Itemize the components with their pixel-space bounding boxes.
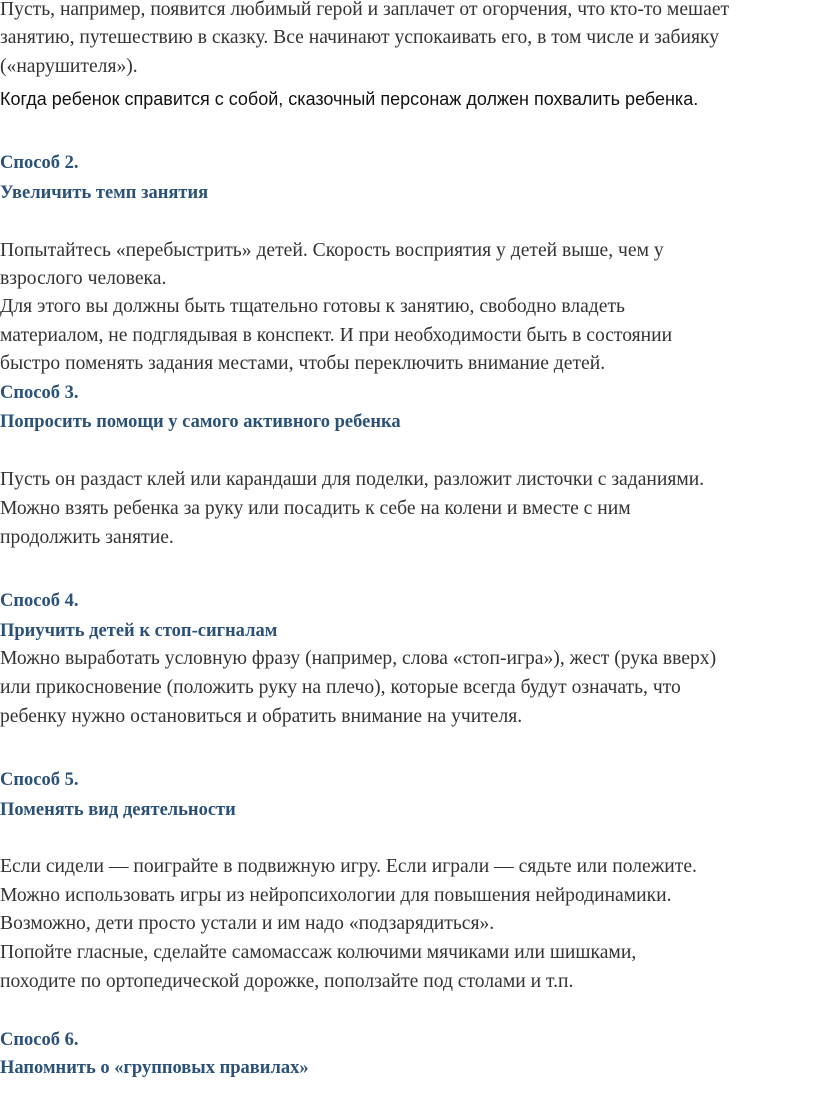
method-5-line: Попойте гласные, сделайте самомассаж колючими мячиками или шишками, <box>0 942 637 963</box>
method-2-title: Увеличить темп занятия <box>0 183 209 203</box>
method-4-line: ребенку нужно остановиться и обратить внимание на учителя. <box>0 706 523 727</box>
method-2-line: быстро поменять задания местами, чтобы переключить внимание детей. <box>0 353 606 374</box>
method-3-label: Способ 3. <box>0 383 79 403</box>
method-4-line: Можно выработать условную фразу (например, слова «стоп-игра»), жест (рука вверх) <box>0 648 717 669</box>
intro-praise: Когда ребенок справится с собой, сказочный персонаж должен похвалить ребенка. <box>0 89 699 109</box>
method-5-line: Возможно, дети просто устали и им надо «подзарядиться». <box>0 913 495 934</box>
method-5-line: Можно использовать игры из нейропсихологии для повышения нейродинамики. <box>0 885 672 906</box>
method-3-line: продолжить занятие. <box>0 527 174 548</box>
method-2-label: Способ 2. <box>0 153 79 173</box>
method-2-line: Попытайтесь «перебыстрить» детей. Скорость восприятия у детей выше, чем у <box>0 240 664 261</box>
method-4-title: Приучить детей к стоп-сигналам <box>0 621 278 641</box>
method-6-title: Напомнить о «групповых правилах» <box>0 1058 309 1078</box>
method-2-line: Для этого вы должны быть тщательно готовы к занятию, свободно владеть <box>0 296 625 317</box>
intro-line: («нарушителя»). <box>0 56 138 77</box>
method-3-line: Пусть он раздаст клей или карандаши для поделки, разложит листочки с заданиями. <box>0 469 705 490</box>
method-5-line: походите по ортопедической дорожке, поползайте под столами и т.п. <box>0 971 574 992</box>
method-2-line: взрослого человека. <box>0 268 167 289</box>
method-3-line: Можно взять ребенка за руку или посадить к себе на колени и вместе с ним <box>0 498 631 519</box>
method-3-title: Попросить помощи у самого активного ребенка <box>0 412 401 432</box>
method-2-line: материалом, не подглядывая в конспект. И при необходимости быть в состоянии <box>0 325 673 346</box>
method-5-title: Поменять вид деятельности <box>0 800 236 820</box>
intro-line: Пусть, например, появится любимый герой и заплачет от огорчения, что кто-то мешает <box>0 0 730 20</box>
method-5-label: Способ 5. <box>0 770 79 790</box>
method-4-line: или прикосновение (положить руку на плечо), которые всегда будут означать, что <box>0 677 681 698</box>
method-6-label: Способ 6. <box>0 1030 79 1050</box>
intro-line: занятию, путешествию в сказку. Все начинают успокаивать его, в том числе и забияку <box>0 27 720 48</box>
method-4-label: Способ 4. <box>0 591 79 611</box>
method-5-line: Если сидели — поиграйте в подвижную игру. Если играли — сядьте или полежите. <box>0 856 697 877</box>
